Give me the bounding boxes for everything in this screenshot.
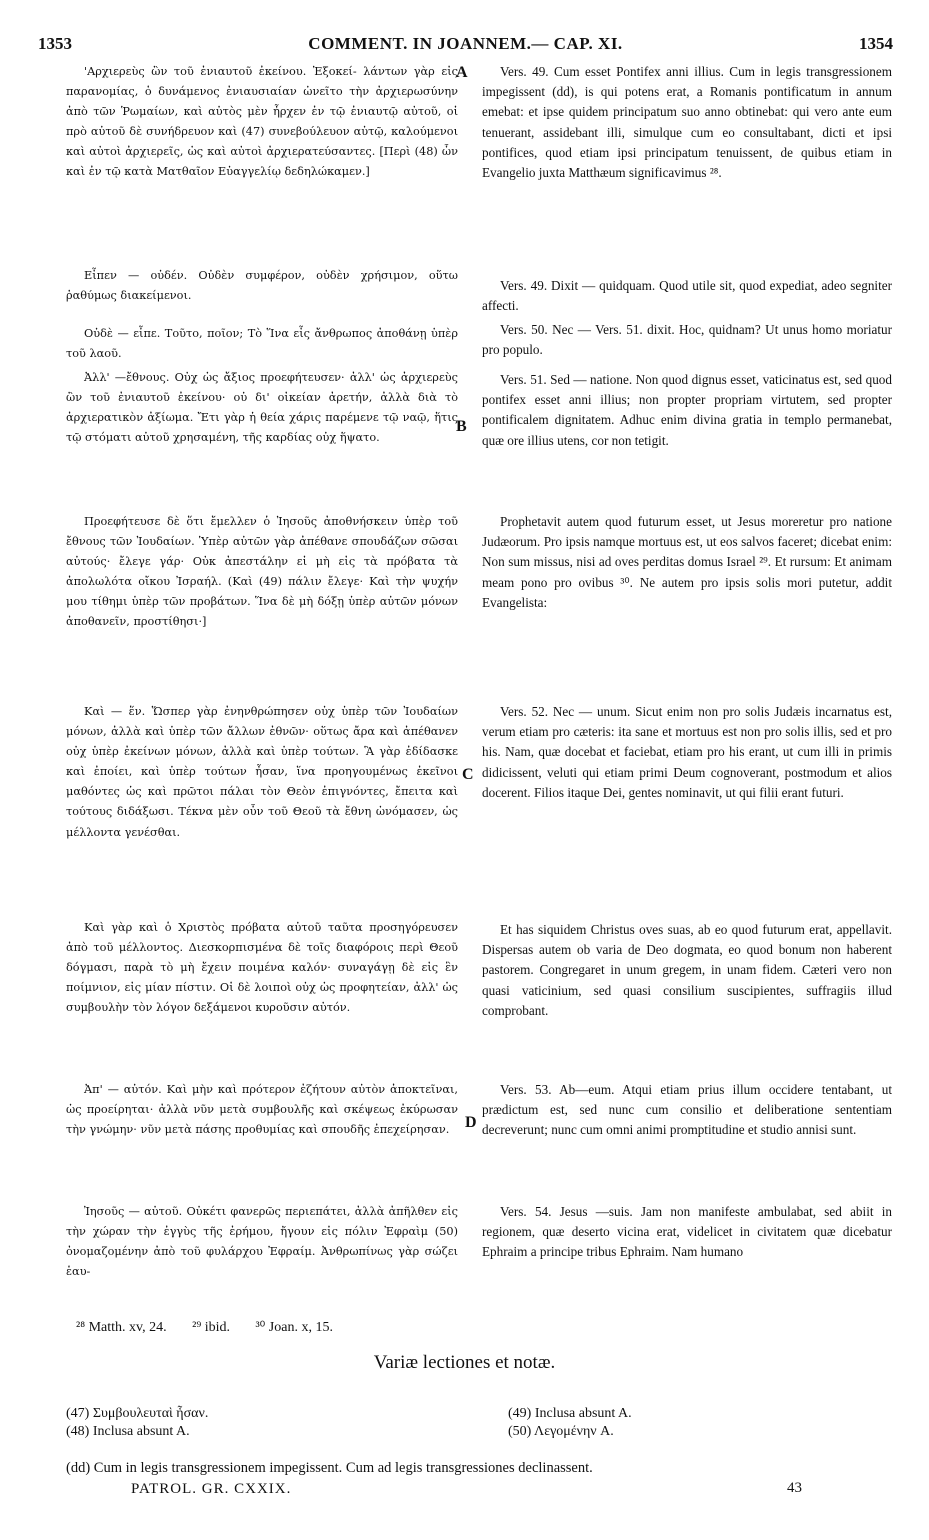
margin-marker-a: A [456,64,468,81]
latin-paragraph: Et has siquidem Christus oves suas, ab eo quod futurum erat, appellavit. Dispersas autem ob varia de Deo dogmata, eo quod bonum non haberent pastorem. Congregaret in unum gregem, in unam fidem. Cæteri vero non quasi vaticinium, sed quasi consilium suscipientes, suffragiis illud comprobant. [482,922,892,1018]
notes-left [66,1405,208,1441]
variae-heading: Variæ lectiones et notæ. [373,1352,556,1373]
latin-paragraph: Vers. 53. Ab—eum. Atqui etiam prius illum occidere tentabant, ut prædictum est, sed nunc cum consilio et deliberatione sententiam decreverunt; nunc cum omni animi promptitudine et studio annisi sunt. [482,1082,892,1138]
patrol-signature: PATROL. GR. CXXIX. [131,1481,292,1497]
dd-note: (dd) Cum in legis transgressionem impegissent. Cum ad legis transgressiones declinassent. [66,1460,593,1476]
margin-marker-c: C [462,766,474,783]
footnote: ²⁸ Matth. xv, 24. [76,1320,167,1335]
greek-paragraph: Προεφήτευσε δὲ ὅτι ἔμελλεν ὁ Ἰησοῦς ἀποθνήσκειν ὑπὲρ τοῦ ἔθνους τῶν Ἰουδαίων. Ὑπὲρ αὐτῶν γὰρ ἀπέθανε σπουδάζων σῶσαι αὐτούς· ἔλεγε γάρ· Οὐκ ἀπεστάλην εἰ μὴ εἰς τὰ πρόβατα τὰ ἀπολωλότα οἴκου Ἰσραήλ. (Καὶ (49) πάλιν ἔλεγε· Καὶ τὴν ψυχήν μου τίθημι ὑπὲρ τῶν προβάτων. Ἵνα δὲ μὴ δόξῃ ὑπὲρ αὐτῶν μόνων ἀποθανεῖν, προστίθησι·] [66,515,458,629]
note-item: (47) Συμβουλευταὶ ἦσαν. [66,1406,209,1421]
latin-paragraph: Vers. 52. Nec — unum. Sicut enim non pro solis Judæis incarnatus est, verum etiam pro cæteris: ita sane et mortuus est non pro solis illis, sed et pro his. Nam, quæ docebat et faciebat, etiam pro his erant, ut cum illi in primis didicissent, veluti qui etiam primi Deum cognoverant, postmodum et alios docerent. Filios itaque Dei, gentes nominavit, ut qui filii erant futuri. [482,704,892,800]
greek-paragraph: Καὶ — ἕν. Ὥσπερ γὰρ ἐνηνθρώπησεν οὐχ ὑπὲρ τῶν Ἰουδαίων μόνων, ἀλλὰ καὶ ὑπὲρ τῶν ἄλλων ἐθνῶν· οὕτως ἄρα καὶ ἀπέθανεν οὐχ ὑπὲρ ἐκείνων μόνων, ἀλλὰ καὶ ὑπὲρ τούτων. Ἃ γὰρ ἐδίδασκε καὶ ἐποίει, καὶ ὑπὲρ τούτων ἦσαν, ἵνα προηγουμένως ἐκεῖνοι μαθόντες ὡς καὶ πρῶτοι πάλαι τὸν Θεὸν ἐπιγνόντες, ἔπειτα καὶ τούτους διδάξωσι. Τέκνα μὲν οὖν τοῦ Θεοῦ τὰ ἔθνη ὠνόμασεν, ὡς μέλλοντα γενέσθαι. [66,705,458,839]
latin-paragraph: Vers. 50. Nec — Vers. 51. dixit. Hoc, quidnam? Ut unus homo moriatur pro populo. [482,322,892,358]
notes-right [508,1405,632,1441]
latin-paragraph: Vers. 49. Cum esset Pontifex anni illius. Cum in legis transgressionem impegissent (dd), is qui potens erat, a Romanis pontificatum in annum emebat: et ipse quidem principatum suo anno obtinebat: qui vero ante eum tenuerant, assidebant illi, simulque cum eo consultabant, dicti et ipsi pontifices, quod etiam ipsi principatum tenuissent, de quibus etiam in Evangelio juxta Matthæum significavimus ²⁸. [482,64,892,181]
footnote: ³⁰ Joan. x, 15. [255,1320,333,1335]
greek-paragraph: Ἀπ' — αὐτόν. Καὶ μὴν καὶ πρότερον ἐζήτουν αὐτὸν ἀποκτεῖναι, ὡς προείρηται· ἀλλὰ νῦν μετὰ συμβουλῆς καὶ σκέψεως ἐκύρωσαν τὴν γνώμην· νῦν μετὰ πάσης προθυμίας καὶ σπουδῆς ἐπεχείρησαν. [66,1083,458,1137]
page-number-right: 1354 [859,34,893,53]
greek-paragraph: 'Αρχιερεὺς ὢν τοῦ ἐνιαυτοῦ ἐκείνου. Ἐξοκεί- λάντων γὰρ εἰς παρανομίας, ὁ δυνάμενος ἐνιαυσιαίαν ὠνεῖτο τὴν ἀρχιερωσύνην ἀπὸ τῶν Ῥωμαίων, καὶ αὐτὸς μὲν ἦρχεν ἐν τῷ ἐνιαυτῷ αὐτοῦ, οἱ πρὸ αὐτοῦ δὲ συνήδρευον καὶ (47) συνεβούλευον αὐτῷ, καλούμενοι καὶ αὐτοὶ ἀρχιερεῖς, ὡς καὶ αὐτοὶ ἀρχιερατεύσαντες. [Περὶ (48) ὧν καὶ ἐν τῷ κατὰ Ματθαῖον Εὐαγγελίῳ δεδηλώκαμεν.] [66,65,458,179]
note-item: (50) Λεγομένην A. [508,1424,614,1439]
note-item: (49) Inclusa absunt A. [508,1406,632,1421]
greek-paragraph: Καὶ γὰρ καὶ ὁ Χριστὸς πρόβατα αὐτοῦ ταῦτα προσηγόρευσεν ἀπὸ τοῦ μέλλοντος. Διεσκορπισμένα δὲ τοῖς διαφόροις περὶ Θεοῦ δόγμασι, παρὰ τὸ μὴ ἔχειν ποιμένα καλόν· συναγάγῃ δὲ εἰς ἓν ποίμνιον, εἰς μίαν πίστιν. Οἱ δὲ λοιποὶ οὐχ ὡς προφητείαν, ἀλλ' ὡς συμβουλὴν τὸν λόγον δεξάμενοι κυροῦσιν αὐτόν. [66,921,458,1015]
folio-number: 43 [787,1480,802,1496]
margin-marker-d: D [465,1114,477,1131]
latin-paragraph: Prophetavit autem quod futurum esset, ut Jesus moreretur pro natione Judæorum. Pro ipsis namque mortuus est, ut eos salvos faceret; dicebat enim: Non sum missus, nisi ad oves perditas domus Israel ²⁹. Et rursum: Et animam meam pono pro ovibus ³⁰. Ne autem pro ipsis solis mori putetur, addit Evangelista: [482,514,892,610]
latin-paragraph: Vers. 54. Jesus —suis. Jam non manifeste ambulabat, sed abiit in regionem, quæ deserto vicina erat, videlicet in civitatem quæ dicebatur Ephraim a principe tribus Ephraim. Nam humano [482,1204,892,1260]
margin-marker-b: B [456,418,467,435]
page-number-left: 1353 [38,34,72,53]
greek-paragraph: Ἰησοῦς — αὐτοῦ. Οὐκέτι φανερῶς περιεπάτει, ἀλλὰ ἀπῆλθεν εἰς τὴν χώραν τὴν ἐγγὺς τῆς ἐρήμου, ἤγουν εἰς πόλιν Ἐφραὶμ (50) ὀνομαζομένην ἀπὸ τοῦ φυλάρχου Ἐφραίμ. Ἀνθρωπίνως γὰρ σώζει ἑαυ- [66,1205,458,1279]
latin-paragraph: Vers. 49. Dixit — quidquam. Quod utile sit, quod expediat, adeo segniter affecti. [482,278,892,314]
running-title: COMMENT. IN JOANNEM.— CAP. XI. [308,34,623,53]
greek-paragraph: Ἀλλ' —ἔθνους. Οὐχ ὡς ἄξιος προεφήτευσεν· ἀλλ' ὡς ἀρχιερεὺς ὢν τοῦ ἐνιαυτοῦ ἐκείνου· οὐ δι' οἰκείαν ἀρετήν, ἀλλὰ διὰ τὸ ἀρχιερατικὸν ἀξίωμα. Ἔτι γὰρ ἡ θεία χάρις παρέμενε τῷ ναῷ, ἥτις τῷ στόματι αὐτοῦ χρησαμένη, τῆς καρδίας οὐχ ἥψατο. [66,371,458,445]
latin-paragraph: Vers. 51. Sed — natione. Non quod dignus esset, vaticinatus est, sed quod pontifex esset anni illius; non propter propriam virtutem, sed propter pontificalem dignitatem. Adhuc enim divina gratia in templo permanebat, quæ ore illius utens, cor non tetigit. [482,372,892,448]
footnote: ²⁹ ibid. [192,1320,230,1335]
running-header [38,34,893,60]
note-item: (48) Inclusa absunt A. [66,1424,190,1439]
footnotes [76,1319,355,1336]
greek-paragraph: Οὐδὲ — εἶπε. Τοῦτο, ποῖον; Τὸ Ἵνα εἷς ἄνθρωπος ἀποθάνῃ ὑπὲρ τοῦ λαοῦ. [66,327,458,361]
greek-paragraph: Εἶπεν — οὐδέν. Οὐδὲν συμφέρον, οὐδὲν χρήσιμον, οὕτω ῥαθύμως διακείμενοι. [66,269,458,303]
